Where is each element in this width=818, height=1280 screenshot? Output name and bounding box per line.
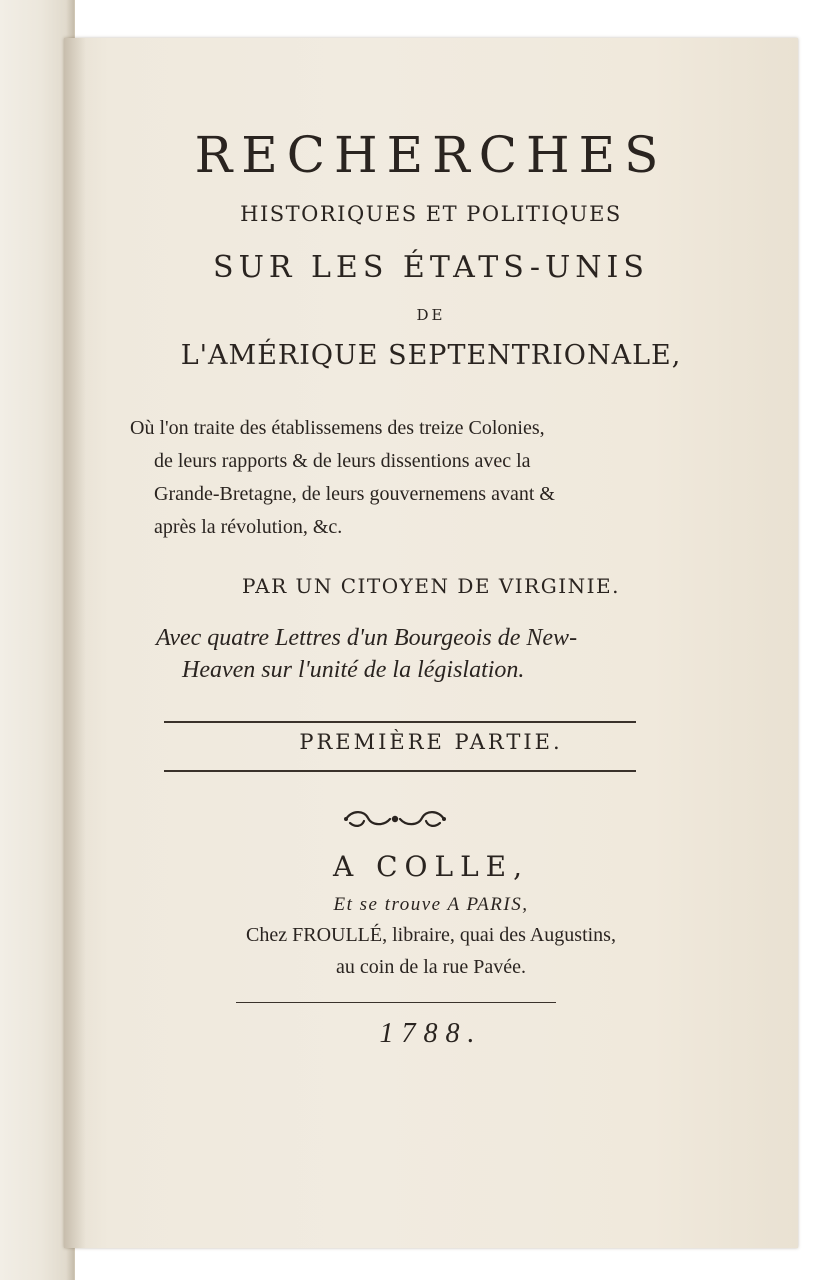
letters-line-2: Heaven sur l'unité de la législation. (182, 657, 525, 683)
top-rule (164, 721, 636, 723)
subtitle-line-1: HISTORIQUES ET POLITIQUES (240, 202, 622, 226)
description-line: après la révolution, &c. (154, 516, 343, 538)
letters-block (156, 622, 716, 686)
author-line: PAR UN CITOYEN DE VIRGINIE. (242, 574, 620, 598)
part-title: PREMIÈRE PARTIE. (299, 730, 563, 754)
imprint-rule (236, 1002, 556, 1003)
subtitle-line-4: L'AMÉRIQUE SEPTENTRIONALE, (180, 340, 682, 371)
imprint-sold-at: Et se trouve A PARIS, (333, 894, 529, 915)
imprint-place: A COLLE, (332, 850, 530, 883)
letters-line-1: Avec quatre Lettres d'un Bourgeois de New- (156, 625, 578, 651)
description-line: Où l'on traite des établissemens des treize Colonies, (130, 417, 545, 439)
printers-ornament-icon (342, 808, 448, 830)
title-page (64, 38, 798, 1248)
description-line: Grande-Bretagne, de leurs gouvernemens avant & (154, 483, 555, 505)
subtitle-line-2: SUR LES ÉTATS-UNIS (213, 250, 649, 285)
imprint-address: au coin de la rue Pavée. (336, 956, 526, 978)
subtitle-line-3: DE (416, 306, 446, 324)
book-title: RECHERCHES (194, 126, 668, 184)
description-line: de leurs rapports & de leurs dissentions avec la (154, 450, 531, 472)
imprint-publisher: Chez FROULLÉ, libraire, quai des Augustins, (246, 924, 616, 946)
description-block (130, 412, 734, 544)
bottom-rule (164, 770, 636, 772)
imprint-year: 1788. (379, 1018, 483, 1049)
